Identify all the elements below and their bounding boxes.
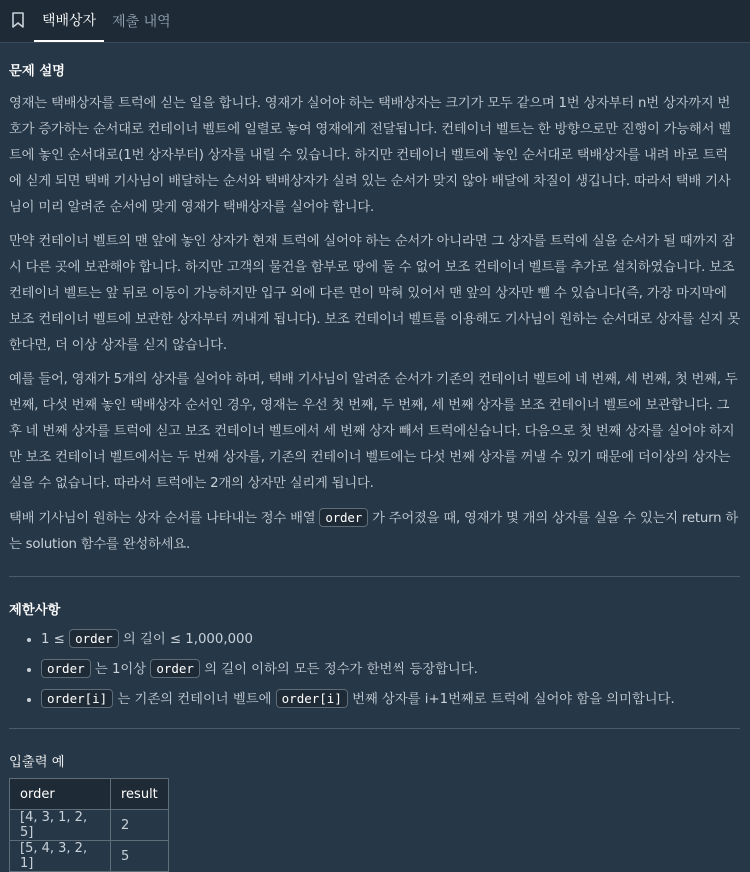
inline-code: order	[41, 659, 91, 678]
paragraph-text: 택배 기사님이 원하는 상자 순서를 나타내는 정수 배열	[9, 511, 320, 526]
problem-paragraph-3: 예를 들어, 영재가 5개의 상자를 실어야 하며, 택배 기사님이 알려준 순서가 기존의 컨테이너 벨트에 네 번째, 세 번째, 첫 번째, 두 번째, 다섯 번째 놓인 택배상자 순서인 경우, 영재는 우선 첫 번째, 두 번째, 세 번째 상자를 보조 컨테이너 벨트에 보관합니다. 그 후 네 번째 상자를 트럭에 싣고 보조 컨테이너 벨트에서 세 번째 상자 빼서 트럭에싣습니다. 다음으로 첫 번째 상자를 실어야 하지만 보조 컨테이너 벨트에서는 두 번째 상자를, 기존의 컨테이너 벨트에는 다섯 번째 상자를 꺼낼 수 있기 때문에 더이상의 상자는 실을 수 없습니다. 따라서 트럭에는 2개의 상자만 실리게 됩니다.	[9, 372, 738, 491]
table-row	[10, 841, 169, 872]
table-row	[10, 810, 169, 841]
examples-heading: 입출력 예	[9, 755, 65, 770]
list-item	[41, 624, 740, 654]
examples-table	[9, 778, 169, 872]
list-item	[41, 684, 740, 714]
problem-content	[0, 60, 750, 872]
constraint-text: 는 1이상	[90, 662, 151, 677]
constraint-text: 번째 상자를 i+1번째로 트럭에 실어야 함을 의미합니다.	[347, 692, 675, 707]
list-item	[41, 654, 740, 684]
constraint-text: 는 기존의 컨테이너 벨트에	[113, 692, 276, 707]
paragraph-text: 가 주어졌을 때, 영재가 몇 개의 상자를 실을 수 있는지 return 하는 solution 함수를 완성하세요.	[9, 511, 739, 552]
tab-submissions[interactable]: 제출 내역	[112, 13, 171, 30]
problem-description-heading: 문제 설명	[9, 64, 66, 79]
table-cell: 2	[111, 810, 169, 841]
table-header-result: result	[111, 779, 169, 810]
table-cell: [4, 3, 1, 2, 5]	[10, 810, 111, 841]
constraint-text: 1 ≤	[41, 632, 70, 647]
bookmark-icon[interactable]	[10, 10, 26, 30]
table-cell: [5, 4, 3, 2, 1]	[10, 841, 111, 872]
inline-code: order	[319, 508, 368, 527]
problem-paragraph-2: 만약 컨테이너 벨트의 맨 앞에 놓인 상자가 현재 트럭에 실어야 하는 순서가 아니라면 그 상자를 트럭에 실을 순서가 될 때까지 잠시 다른 곳에 보관해야 합니다. 하지만 고객의 물건을 함부로 땅에 둘 수 없어 보조 컨테이너 벨트를 추가로 설치하였습니다. 보조 컨테이너 벨트는 앞 뒤로 이동이 가능하지만 입구 외에 다른 면이 막혀 있어서 맨 앞의 상자만 뺄 수 있습니다(즉, 가장 마지막에 보조 컨테이너 벨트에 보관한 상자부터 꺼내게 됩니다). 보조 컨테이너 벨트를 이용해도 기사님이 원하는 순서대로 상자를 싣지 못 한다면, 더 이상 상자를 싣지 않습니다.	[9, 234, 740, 353]
section-divider	[9, 576, 740, 577]
inline-code: order	[69, 629, 119, 648]
constraints-heading: 제한사항	[9, 603, 61, 618]
tab-bar	[0, 0, 750, 43]
inline-code: order	[150, 659, 200, 678]
constraint-text: 의 길이 이하의 모든 정수가 한번씩 등장합니다.	[199, 662, 478, 677]
table-cell: 5	[111, 841, 169, 872]
table-header-row	[10, 779, 169, 810]
problem-paragraph-4	[9, 505, 740, 558]
constraint-text: 의 길이 ≤ 1,000,000	[118, 632, 253, 647]
table-header-order: order	[10, 779, 111, 810]
inline-code: order[i]	[276, 689, 348, 708]
problem-paragraph-1: 영재는 택배상자를 트럭에 싣는 일을 합니다. 영재가 실어야 하는 택배상자는 크기가 모두 같으며 1번 상자부터 n번 상자까지 번호가 증가하는 순서대로 컨테이너 벨트에 일렬로 놓여 영재에게 전달됩니다. 컨테이너 벨트는 한 방향으로만 진행이 가능해서 벨트에 놓인 순서대로(1번 상자부터) 상자를 내릴 수 있습니다. 하지만 컨테이너 벨트에 놓인 순서대로 택배상자를 내려 바로 트럭에 싣게 되면 택배 기사님이 배달하는 순서와 택배상자가 실려 있는 순서가 맞지 않아 배달에 차질이 생깁니다. 따라서 택배 기사님이 미리 알려준 순서에 맞게 영재가 택배상자를 실어야 합니다.	[9, 96, 731, 215]
section-divider	[9, 728, 740, 729]
tab-problem[interactable]: 택배상자	[34, 0, 104, 42]
constraints-list	[9, 624, 740, 714]
inline-code: order[i]	[41, 689, 113, 708]
